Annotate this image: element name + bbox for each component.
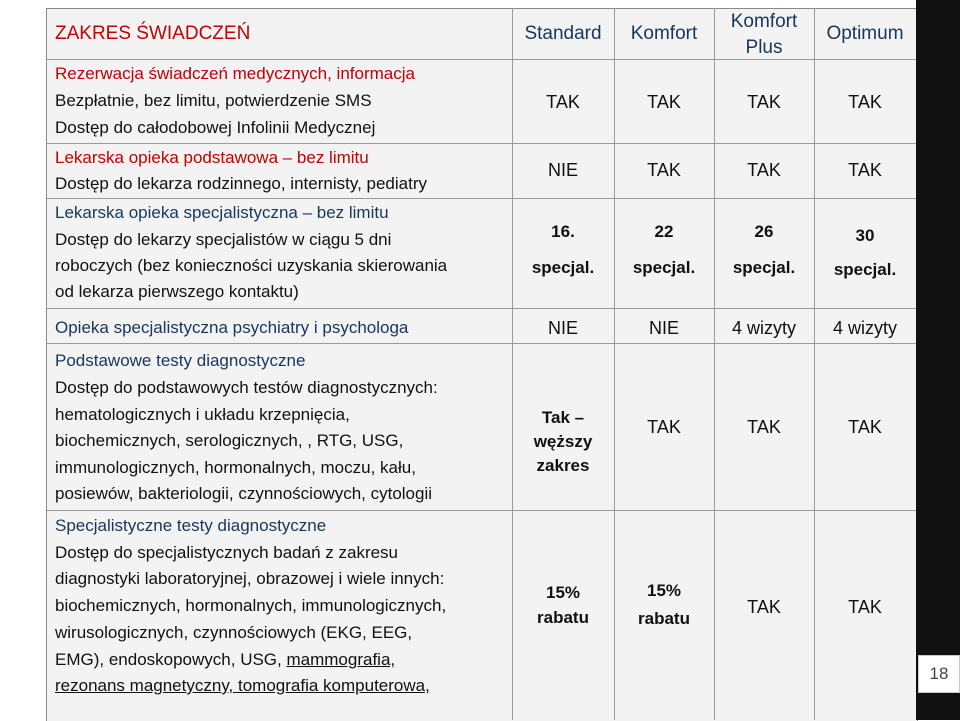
value-komfort-plus: TAK	[747, 92, 781, 112]
value-optimum: TAK	[848, 92, 882, 112]
row-divider	[46, 143, 916, 144]
table-title: ZAKRES ŚWIADCZEŃ	[55, 23, 251, 44]
row-title-opieka-podstawowa: Lekarska opieka podstawowa – bez limitu	[55, 148, 369, 167]
value-komfort-plus-count: 26	[754, 222, 774, 241]
value-standard-line: węższy	[533, 432, 593, 451]
row-desc: Bezpłatnie, bez limitu, potwierdzenie SMS	[55, 91, 372, 110]
row-desc-emg-text: EMG), endoskopowych, USG,	[55, 650, 287, 669]
value-komfort: NIE	[648, 318, 679, 338]
page-number: 18	[918, 655, 960, 693]
row-desc: immunologicznych, hormonalnych, moczu, kału,	[55, 458, 416, 477]
value-optimum-count: 30	[855, 226, 875, 245]
value-optimum: 4 wizyty	[832, 318, 897, 338]
value-komfort-line: 15%	[646, 581, 682, 600]
row-desc: biochemicznych, serologicznych, , RTG, USG,	[55, 431, 404, 450]
row-title-opieka-specjalistyczna: Lekarska opieka specjalistyczna – bez limitu	[55, 203, 389, 222]
value-optimum: TAK	[848, 597, 882, 617]
value-komfort-plus: TAK	[747, 597, 781, 617]
row-divider	[46, 343, 916, 344]
row-desc: Dostęp do specjalistycznych badań z zakresu	[55, 543, 399, 562]
row-desc: diagnostyki laboratoryjnej, obrazowej i wiele innych:	[55, 569, 445, 588]
row-divider	[46, 510, 916, 511]
value-komfort-plus: TAK	[747, 160, 781, 180]
row-desc: hematologicznych i układu krzepnięcia,	[55, 405, 350, 424]
value-standard-line: rabatu	[537, 608, 589, 627]
value-komfort-count: 22	[654, 222, 674, 241]
row-desc: Dostęp do lekarza rodzinnego, internisty, pediatry	[55, 174, 427, 193]
value-komfort-plus-unit: specjal.	[732, 258, 796, 277]
row-desc: Dostęp do lekarzy specjalistów w ciągu 5 dni	[55, 230, 392, 249]
plan-header-komfort-plus-line1: Komfort	[730, 11, 798, 32]
value-optimum: TAK	[848, 160, 882, 180]
row-desc: od lekarza pierwszego kontaktu)	[55, 282, 299, 301]
value-komfort-line: rabatu	[638, 609, 690, 628]
row-divider	[46, 308, 916, 309]
plan-header-optimum: Optimum	[826, 23, 904, 44]
value-standard: NIE	[547, 160, 578, 180]
row-title-testy-specjalistyczne: Specjalistyczne testy diagnostyczne	[55, 516, 327, 535]
plan-header-komfort-plus-line2: Plus	[745, 37, 783, 58]
value-komfort: TAK	[647, 92, 681, 112]
row-desc-rezonans: rezonans magnetyczny, tomografia komputerowa,	[55, 676, 430, 695]
slide-side-bar	[916, 0, 960, 720]
plan-header-komfort-plus	[714, 9, 814, 61]
value-standard: NIE	[547, 318, 578, 338]
row-title-testy-podstawowe: Podstawowe testy diagnostyczne	[55, 351, 306, 370]
row-desc: roboczych (bez konieczności uzyskania skierowania	[55, 256, 448, 275]
value-komfort: TAK	[647, 417, 681, 437]
row-desc: biochemicznych, hormonalnych, immunologicznych,	[55, 596, 447, 615]
value-standard-line: 15%	[545, 583, 581, 602]
value-komfort: TAK	[647, 160, 681, 180]
row-title-rezerwacja: Rezerwacja świadczeń medycznych, informacja	[55, 64, 415, 83]
value-optimum: TAK	[848, 417, 882, 437]
value-optimum-unit: specjal.	[833, 260, 897, 279]
value-komfort-plus: 4 wizyty	[731, 318, 796, 338]
value-standard-count: 16.	[551, 222, 575, 241]
plan-header-standard: Standard	[524, 23, 602, 44]
value-standard-line: Tak –	[541, 408, 585, 427]
row-desc: posiewów, bakteriologii, czynnościowych, cytologii	[55, 484, 433, 503]
row-desc: Dostęp do podstawowych testów diagnostycznych:	[55, 378, 438, 397]
plan-header-komfort: Komfort	[630, 23, 698, 44]
row-title-psychiatra: Opieka specjalistyczna psychiatry i psychologa	[55, 318, 409, 337]
value-komfort-plus: TAK	[747, 417, 781, 437]
value-komfort-unit: specjal.	[632, 258, 696, 277]
row-desc-emg	[55, 647, 395, 673]
row-desc: wirusologicznych, czynnościowych (EKG, EEG,	[55, 623, 413, 642]
value-standard: TAK	[546, 92, 580, 112]
value-standard-unit: specjal.	[531, 258, 595, 277]
row-desc: Dostęp do całodobowej Infolinii Medycznej	[55, 118, 376, 137]
row-divider	[46, 198, 916, 199]
value-standard-line: zakres	[536, 456, 590, 475]
row-desc-mammografia: mammografia,	[286, 650, 396, 669]
